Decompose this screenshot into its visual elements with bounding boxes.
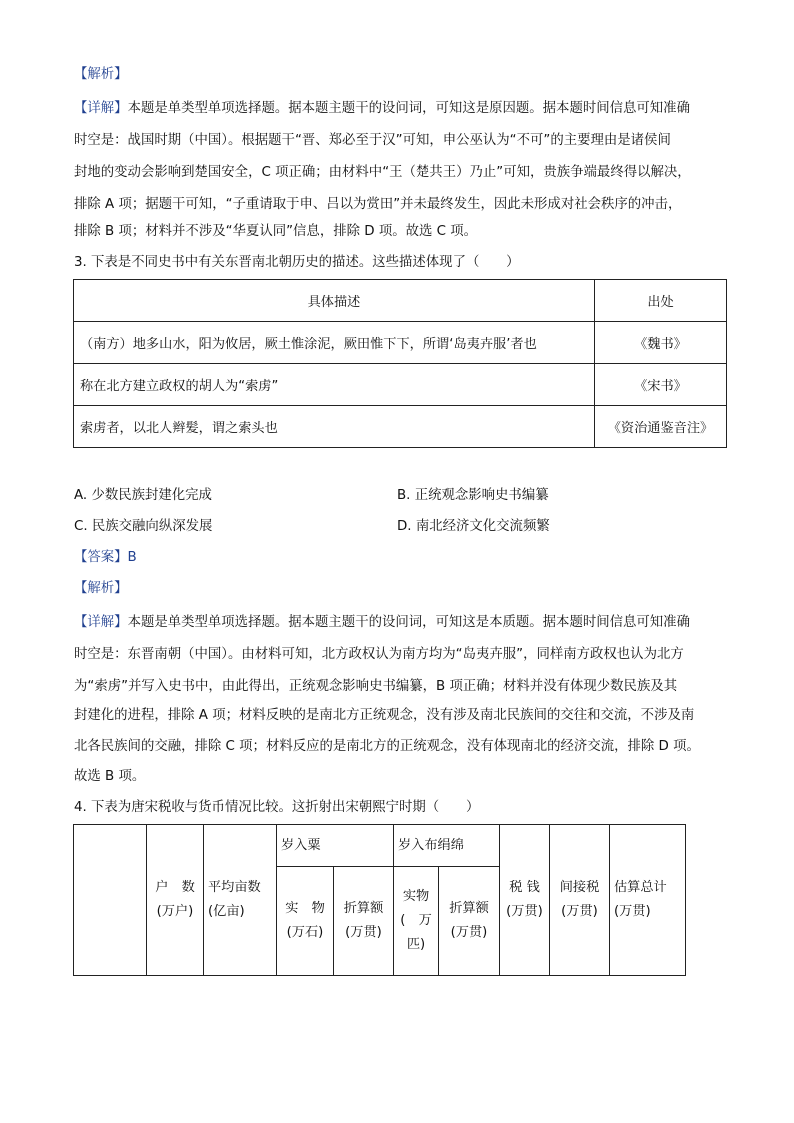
- table-header-cell-empty: [74, 825, 147, 976]
- detail-paragraph-line: 时空是：东晋南朝（中国）。由材料可知，北方政权认为南方均为“岛夷卉服”，同样南方政权也认为北方: [74, 647, 684, 662]
- table-header-group: 岁入布绢绵: [394, 825, 500, 867]
- detail-label: 【详解】: [74, 101, 128, 116]
- table-header-cell: 平均亩数 (亿亩): [204, 825, 277, 976]
- detail-label: 【详解】: [74, 615, 128, 630]
- option-b: B. 正统观念影响史书编纂: [397, 488, 549, 503]
- table-header-cell: 户 数 (万户): [147, 825, 204, 976]
- answer-label: 【答案】B: [74, 550, 137, 565]
- table-header-row: [74, 825, 686, 867]
- detail-paragraph-line: 排除 B 项；材料并不涉及“华夏认同”信息，排除 D 项。故选 C 项。: [74, 224, 478, 239]
- detail-paragraph-line: 封建化的进程，排除 A 项；材料反映的是南北方正统观念，没有涉及南北民族间的交往和交流，不涉及南: [74, 708, 695, 723]
- table-row: [74, 406, 727, 448]
- detail-paragraph-line: 故选 B 项。: [74, 769, 146, 784]
- table-header-group: 岁入粟: [277, 825, 394, 867]
- table-header-cell: 折算额 (万贯): [439, 867, 500, 976]
- analysis-label: 【解析】: [74, 581, 128, 596]
- table-cell: 索虏者，以北人辫髪，谓之索头也: [74, 406, 595, 448]
- table-header-cell: 折算额 (万贯): [334, 867, 394, 976]
- table-header-cell: 实 物 (万石): [277, 867, 334, 976]
- table-header-cell: 税 钱 (万贯): [500, 825, 550, 976]
- detail-paragraph-line: 排除 A 项；据题干可知，“子重请取于申、吕以为赏田”并未最终发生，因此未形成对社会秩序的冲击，: [74, 197, 682, 212]
- option-a: A. 少数民族封建化完成: [74, 488, 212, 503]
- question-3-stem: 3. 下表是不同史书中有关东晋南北朝历史的描述。这些描述体现了（ ）: [74, 255, 520, 270]
- detail-paragraph-line: 时空是：战国时期（中国）。根据题干“晋、郑必至于汉”可知，申公巫认为“不可”的主要理由是诸侯间: [74, 133, 671, 148]
- table-cell: 《魏书》: [595, 322, 727, 364]
- table-cell: 称在北方建立政权的胡人为“索虏”: [74, 364, 595, 406]
- detail-paragraph-line: 北各民族间的交融，排除 C 项；材料反应的是南北方的正统观念，没有体现南北的经济交流，排除 D 项。: [74, 739, 700, 754]
- table-cell: 《宋书》: [595, 364, 727, 406]
- detail-paragraph-line: 【详解】本题是单类型单项选择题。据本题主题干的设问词，可知这是本质题。据本题时间信息可知准确: [74, 615, 690, 630]
- table-header-cell: 估算总计 (万贯): [610, 825, 686, 976]
- question-3-table: [73, 279, 727, 448]
- table-header-cell: 间接税 (万贯): [550, 825, 610, 976]
- table-header-cell: 实物 ( 万 匹): [394, 867, 439, 976]
- option-d: D. 南北经济文化交流频繁: [397, 519, 550, 534]
- table-header-cell: 具体描述: [74, 280, 595, 322]
- analysis-label: 【解析】: [74, 67, 128, 82]
- detail-paragraph-line: 【详解】本题是单类型单项选择题。据本题主题干的设问词，可知这是原因题。据本题时间信息可知准确: [74, 101, 690, 116]
- table-cell: （南方）地多山水，阳为攸居，厥土惟涂泥，厥田惟下下，所谓‘岛夷卉服’者也: [74, 322, 595, 364]
- table-cell: 《资治通鉴音注》: [595, 406, 727, 448]
- table-row: [74, 322, 727, 364]
- table-row: [74, 364, 727, 406]
- question-4-table: [73, 824, 686, 976]
- detail-paragraph-line: 为“索虏”并写入史书中，由此得出，正统观念影响史书编纂，B 项正确；材料并没有体现少数民族及其: [74, 679, 678, 694]
- question-4-stem: 4. 下表为唐宋税收与货币情况比较。这折射出宋朝熙宁时期（ ）: [74, 800, 480, 815]
- option-c: C. 民族交融向纵深发展: [74, 519, 213, 534]
- table-header-cell: 出处: [595, 280, 727, 322]
- table-header-row: [74, 280, 727, 322]
- detail-paragraph-line: 封地的变动会影响到楚国安全，C 项正确；由材料中“王（楚共王）乃止”可知，贵族争端最终得以解决，: [74, 165, 691, 180]
